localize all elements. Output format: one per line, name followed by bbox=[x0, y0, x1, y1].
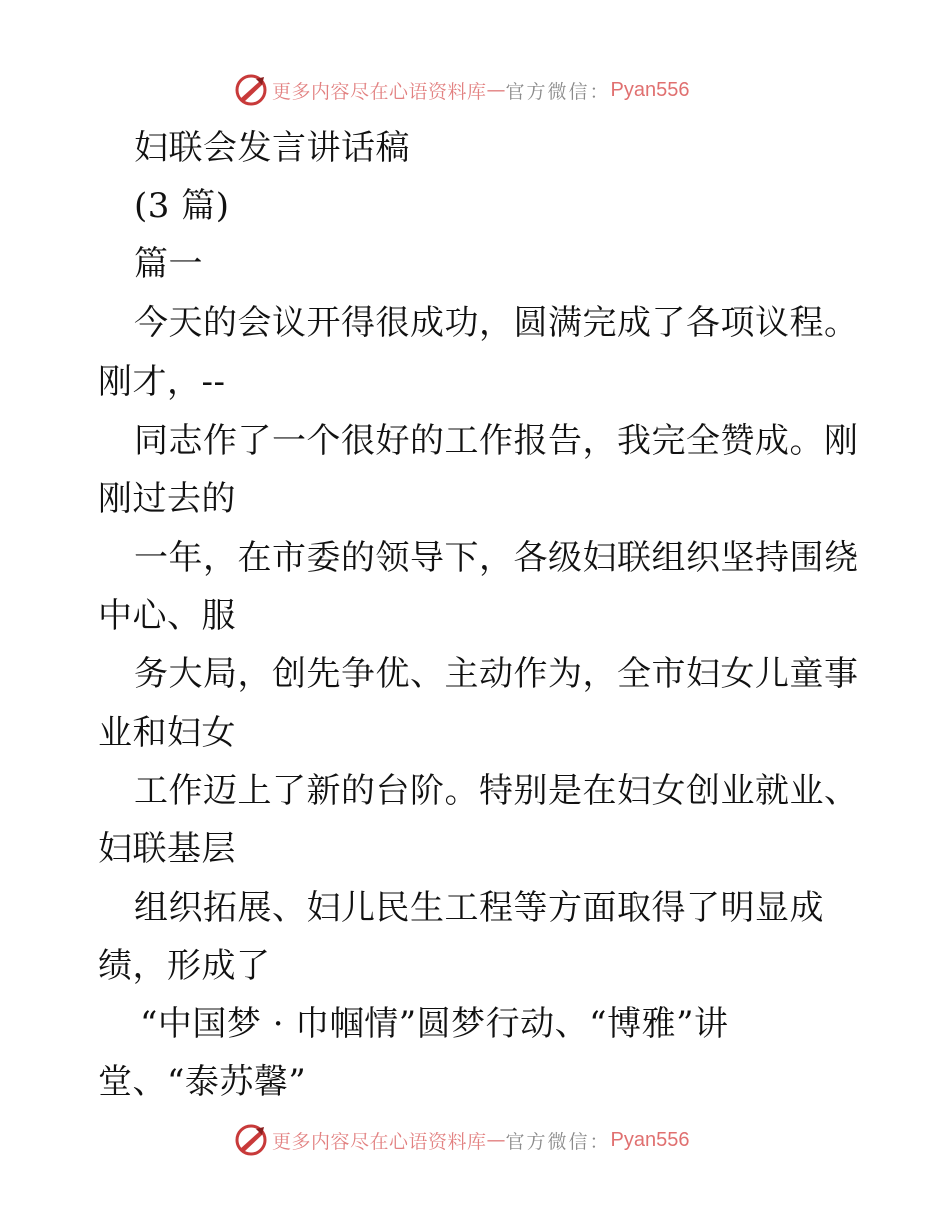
watermark-text: 更多内容尽在心语资料库 bbox=[272, 80, 487, 103]
header-watermark bbox=[234, 72, 690, 108]
pen-logo-icon bbox=[234, 73, 268, 107]
document-subtitle: (3 篇) bbox=[134, 186, 230, 226]
watermark-separator: — bbox=[486, 1129, 506, 1151]
watermark-separator: — bbox=[486, 79, 506, 101]
body-line: 工作迈上了新的台阶。特别是在妇女创业就业、 bbox=[134, 771, 859, 811]
document-title: 妇联会发言讲话稿 bbox=[134, 128, 410, 168]
watermark-label: 官方微信： bbox=[505, 80, 611, 103]
watermark-label: 官方微信： bbox=[505, 1130, 611, 1153]
pen-logo-icon bbox=[234, 1123, 268, 1157]
body-line: “中国梦 · 巾帼情”圆梦行动、“博雅”讲 bbox=[140, 1004, 729, 1044]
watermark-text: 更多内容尽在心语资料库 bbox=[272, 1130, 487, 1153]
body-line: 妇联基层 bbox=[98, 829, 236, 869]
body-line: 组织拓展、妇儿民生工程等方面取得了明显成 bbox=[134, 888, 824, 928]
body-line: 一年，在市委的领导下，各级妇联组织坚持围绕 bbox=[134, 538, 859, 578]
body-line: 绩，形成了 bbox=[98, 946, 271, 986]
body-line: 刚才，-- bbox=[98, 362, 226, 402]
footer-watermark bbox=[234, 1122, 690, 1158]
body-line: 今天的会议开得很成功，圆满完成了各项议程。 bbox=[134, 303, 859, 343]
body-line: 刚过去的 bbox=[98, 479, 236, 519]
body-line: 堂、“泰苏馨” bbox=[98, 1062, 307, 1102]
watermark-id: Pyan556 bbox=[610, 78, 690, 101]
body-line: 中心、服 bbox=[98, 596, 236, 636]
watermark-id: Pyan556 bbox=[610, 1128, 690, 1151]
section-heading: 篇一 bbox=[134, 244, 203, 284]
body-line: 业和妇女 bbox=[98, 713, 236, 753]
body-line: 同志作了一个很好的工作报告，我完全赞成。刚 bbox=[134, 421, 859, 461]
body-line: 务大局，创先争优、主动作为，全市妇女儿童事 bbox=[134, 654, 859, 694]
